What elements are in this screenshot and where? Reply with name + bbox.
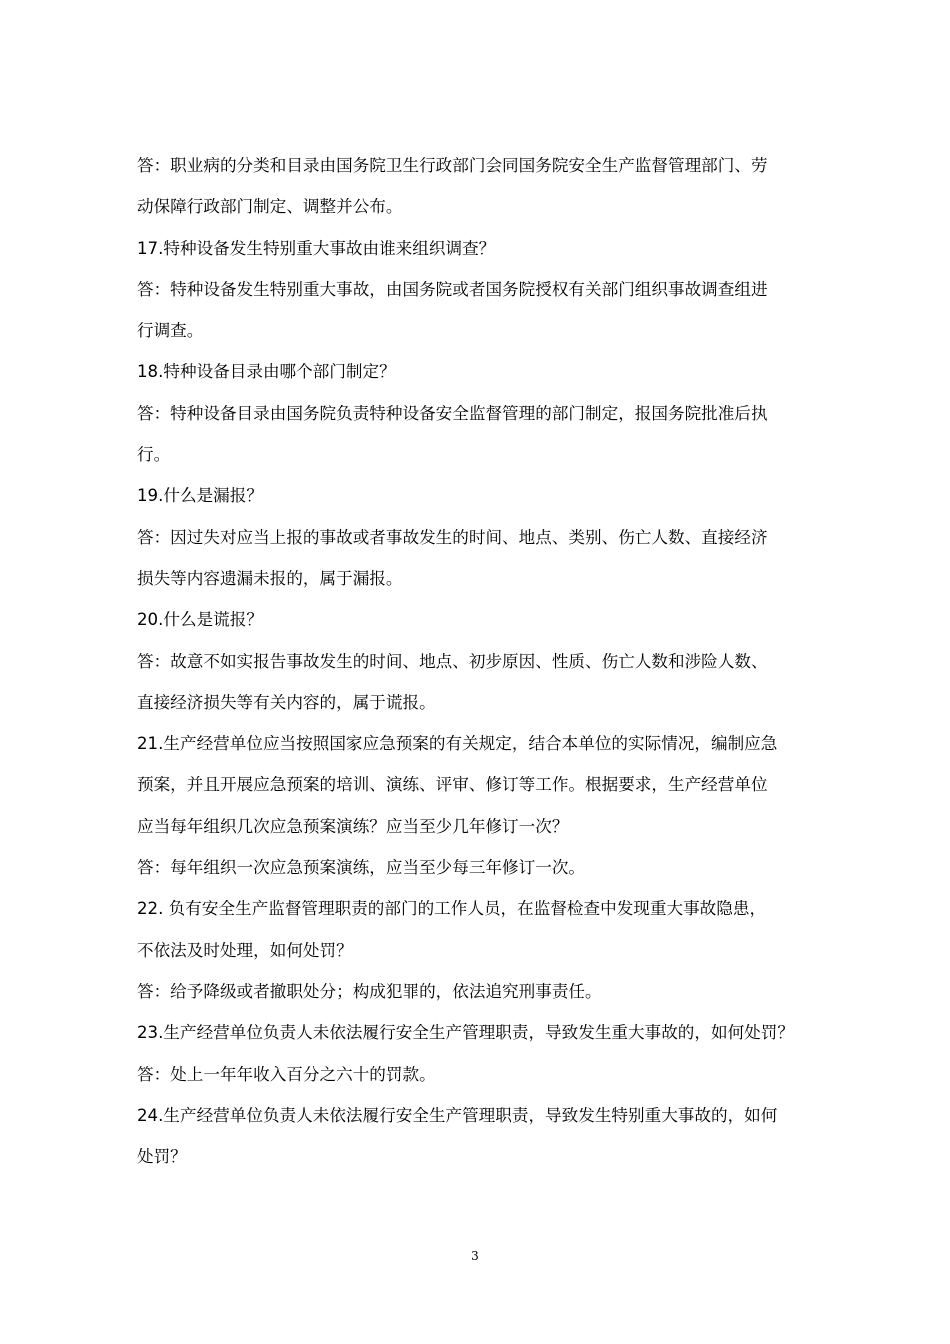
question-line: 24.生产经营单位负责人未依法履行安全生产管理职责，导致发生特别重大事故的，如何 <box>137 1105 778 1125</box>
question-line: 21.生产经营单位应当按照国家应急预案的有关规定，结合本单位的实际情况，编制应急 <box>137 734 778 754</box>
question-line: 预案，并且开展应急预案的培训、演练、评审、修订等工作。根据要求，生产经营单位 <box>137 775 768 795</box>
text-line: 行。 <box>137 445 171 465</box>
question-line: 应当每年组织几次应急预案演练？应当至少几年修订一次？ <box>137 816 569 836</box>
text-line: 答：特种设备目录由国务院负责特种设备安全监督管理的部门制定，报国务院批准后执 <box>137 403 768 423</box>
text-line: 答：职业病的分类和目录由国务院卫生行政部门会同国务院安全生产监督管理部门、劳 <box>137 156 768 175</box>
question-line: 23.生产经营单位负责人未依法履行安全生产管理职责，导致发生重大事故的，如何处罚？ <box>137 1023 794 1043</box>
text-line: 答：因过失对应当上报的事故或者事故发生的时间、地点、类别、伤亡人数、直接经济 <box>137 527 768 547</box>
text-line: 答：每年组织一次应急预案演练，应当至少每三年修订一次。 <box>137 858 586 878</box>
text-line: 动保障行政部门制定、调整并公布。 <box>137 197 403 217</box>
text-line: 行调查。 <box>137 321 204 341</box>
text-line: 答：处上一年年收入百分之六十的罚款。 <box>137 1064 436 1084</box>
question-line: 处罚？ <box>137 1147 187 1167</box>
text-line: 损失等内容遗漏未报的，属于漏报。 <box>137 568 403 588</box>
text-line: 答：故意不如实报告事故发生的时间、地点、初步原因、性质、伤亡人数和涉险人数、 <box>137 651 768 671</box>
qa-text-body <box>137 145 829 1177</box>
question-line: 19.什么是漏报？ <box>137 486 263 506</box>
text-line: 答：给予降级或者撤职处分；构成犯罪的，依法追究刑事责任。 <box>137 981 602 1001</box>
text-line: 答：特种设备发生特别重大事故，由国务院或者国务院授权有关部门组织事故调查组进 <box>137 279 768 299</box>
question-line: 不依法及时处理，如何处罚？ <box>137 940 353 960</box>
question-line: 17.特种设备发生特别重大事故由谁来组织调查？ <box>137 238 496 258</box>
question-line: 18.特种设备目录由哪个部门制定？ <box>137 362 396 382</box>
text-line: 直接经济损失等有关内容的，属于谎报。 <box>137 692 436 712</box>
question-line: 20.什么是谎报？ <box>137 610 263 630</box>
question-line: 22. 负有安全生产监督管理职责的部门的工作人员，在监督检查中发现重大事故隐患， <box>137 899 767 919</box>
page-number: 3 <box>471 1249 479 1263</box>
